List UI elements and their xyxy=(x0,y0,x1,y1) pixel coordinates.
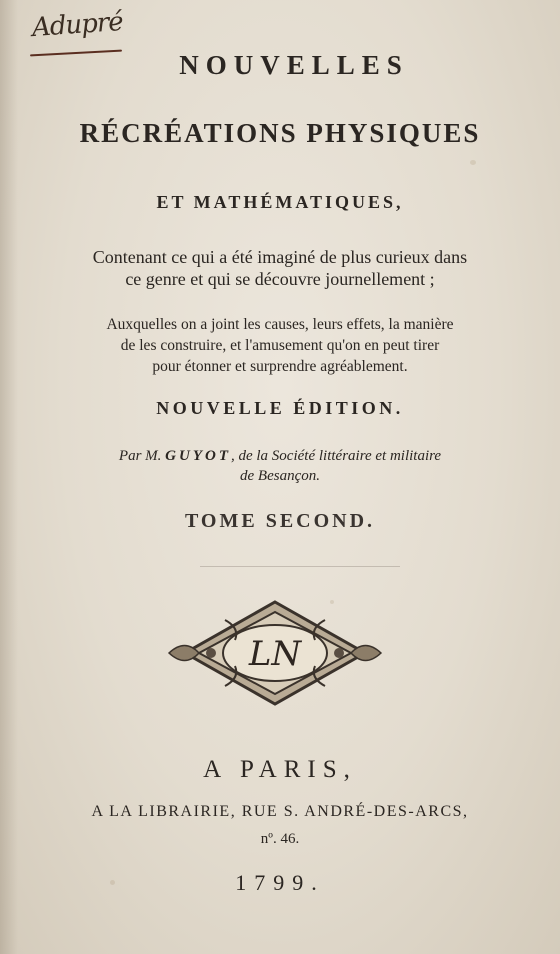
volume-label: TOME SECOND. xyxy=(184,510,376,532)
faint-rule xyxy=(200,566,400,567)
publication-year: 1799. xyxy=(235,870,325,895)
publisher: A LA LIBRAIRIE, RUE S. ANDRÉ-DES-ARCS, xyxy=(91,803,469,820)
place-of-publication: A PARIS, xyxy=(203,756,357,783)
title-line-2: RÉCRÉATIONS PHYSIQUES xyxy=(79,118,481,148)
title-line-3: ET MATHÉMATIQUES, xyxy=(156,192,404,212)
address-number: nº. 46. xyxy=(260,831,300,847)
monogram-ornament xyxy=(165,598,385,708)
description xyxy=(0,314,560,377)
author-line xyxy=(0,446,560,466)
subtitle-line: Contenant ce qui a été imaginé de plus curieux dans xyxy=(92,247,468,267)
subtitle-line: ce genre et qui se découvre journellement ; xyxy=(125,269,435,289)
subtitle xyxy=(0,246,560,290)
author-name: GUYOT xyxy=(165,448,231,464)
author-affiliation: , de la Société littéraire et militaire xyxy=(230,448,442,464)
description-line: de les construire, et l'amusement qu'on en peut tirer xyxy=(120,337,440,354)
description-line: Auxquelles on a joint les causes, leurs effets, la manière xyxy=(106,316,454,333)
author-credit xyxy=(0,446,560,486)
title-line-1: NOUVELLES xyxy=(179,50,409,80)
author-prefix: Par M. xyxy=(118,448,162,464)
handwritten-signature: Adupré xyxy=(31,6,124,44)
foxing-spot xyxy=(470,160,476,165)
edition-label: NOUVELLE ÉDITION. xyxy=(156,398,404,418)
monogram-text: LN xyxy=(248,634,302,674)
description-line: pour étonner et surprendre agréablement. xyxy=(152,358,408,375)
author-affiliation-city: de Besançon. xyxy=(240,468,320,484)
